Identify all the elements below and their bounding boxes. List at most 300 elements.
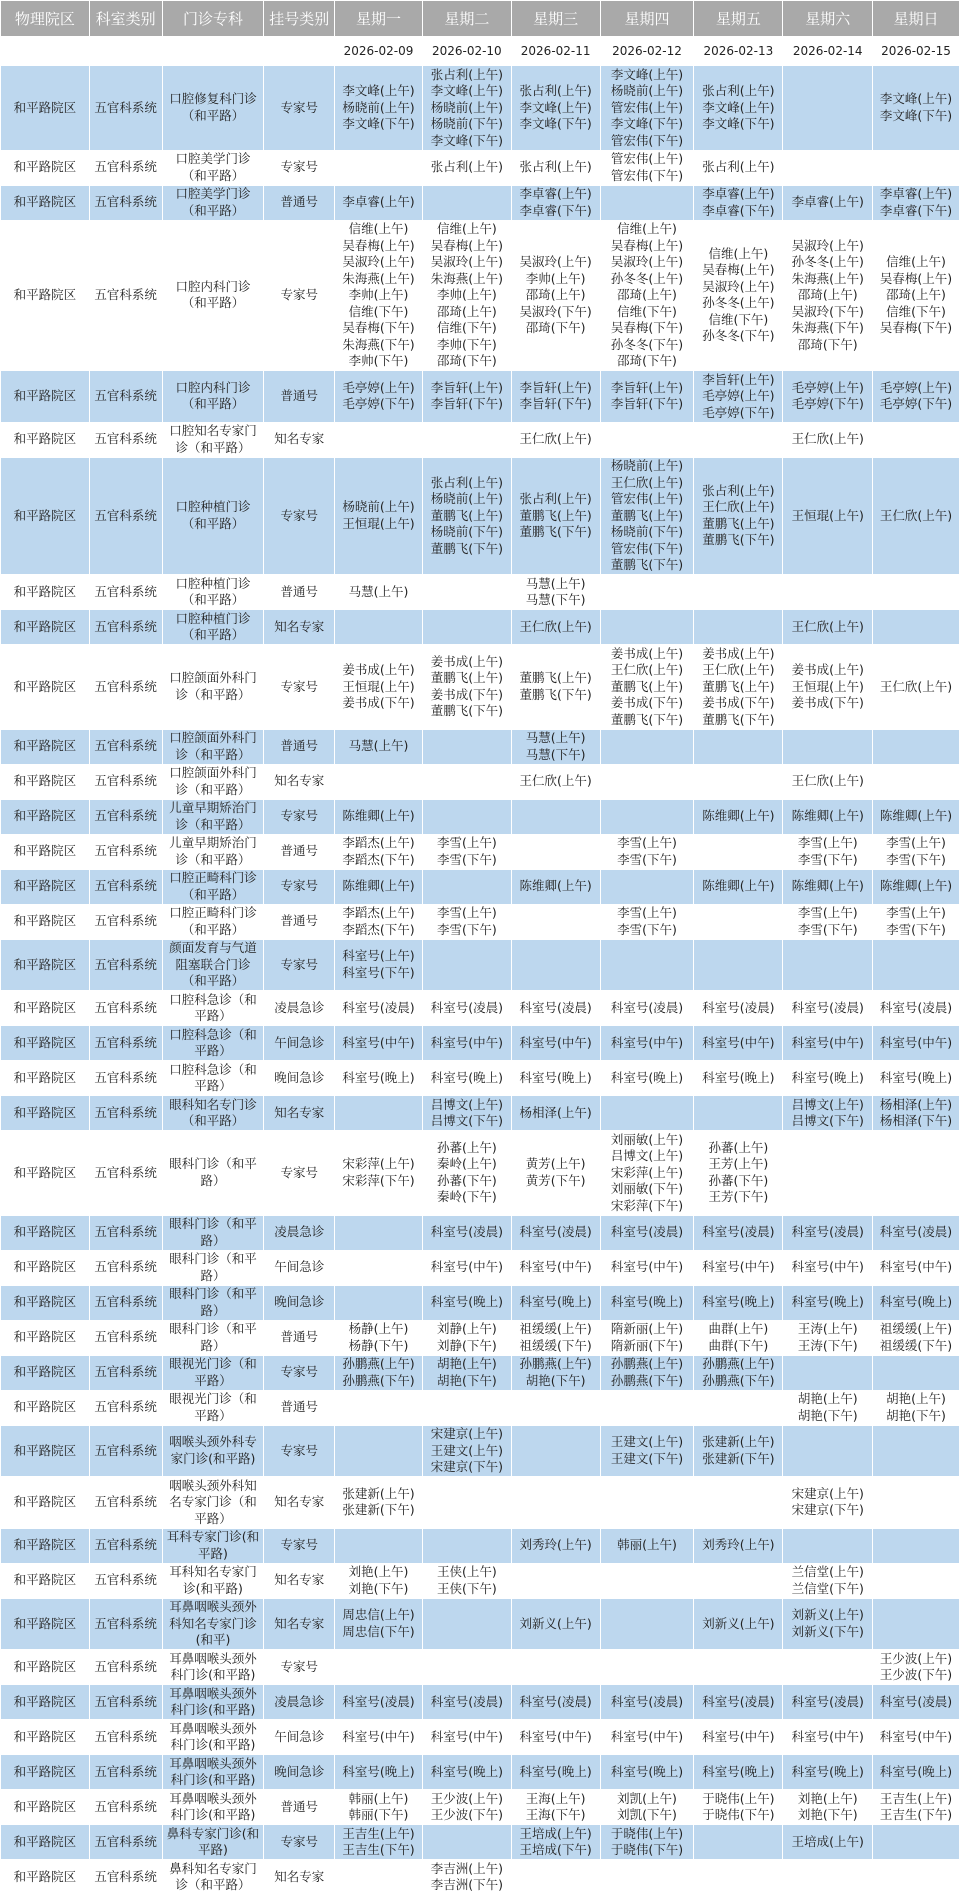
clinic-name-line: 科门诊(和平路) xyxy=(170,1667,256,1682)
doctor-entry: 科室号(晚上) xyxy=(342,1763,415,1779)
doctor-entry: 李蹈杰(上午) xyxy=(342,835,415,850)
day-cell-wednesday xyxy=(511,1528,600,1563)
doctor-entry: 胡艳(下午) xyxy=(886,1407,946,1423)
doctor-entry: 管宏伟(下午) xyxy=(610,132,684,148)
doctor-entry: 信维(下午) xyxy=(436,320,497,335)
date-thursday: 2026-02-12 xyxy=(600,37,694,66)
doctor-entry: 李旨轩(上午) xyxy=(702,371,775,387)
doctor-entry: 王仁欣(上午) xyxy=(791,773,864,789)
category-cell: 五官科系统 xyxy=(89,1860,162,1895)
day-cell-thursday xyxy=(600,991,694,1026)
doctor-entry: 邵琦(上午) xyxy=(525,287,586,302)
day-cell-tuesday xyxy=(422,904,511,939)
doctor-entry: 王仁欣(上午) xyxy=(610,474,684,490)
doctor-entry: 李卓睿(下午) xyxy=(702,202,775,218)
day-cell-wednesday xyxy=(511,1131,600,1216)
clinic-name-line: （和平路） xyxy=(181,396,245,412)
clinic-name-line: 诊（和平路） xyxy=(175,439,251,455)
doctor-entry: 董鹏飞(上午) xyxy=(610,678,684,694)
doctor-entry: 董鹏飞(上午) xyxy=(610,507,684,523)
doctor-entry: 王培成(上午) xyxy=(519,1825,592,1841)
day-cell-tuesday xyxy=(422,1425,511,1477)
doctor-entry: 韩丽(上午) xyxy=(348,1790,409,1806)
day-cell-sunday xyxy=(873,1026,960,1061)
day-cell-thursday xyxy=(600,457,694,575)
clinic-name-line: （和平路） xyxy=(181,627,245,642)
day-cell-sunday xyxy=(873,1285,960,1320)
header-clinic: 门诊专科 xyxy=(162,1,264,37)
schedule-row xyxy=(1,185,960,220)
doctor-entry: 邵琦(下午) xyxy=(525,320,586,335)
doctor-entry: 李雪(上午) xyxy=(886,905,946,920)
doctor-entry: 兰信堂(下午) xyxy=(791,1580,864,1596)
regtype-cell: 专家号 xyxy=(264,799,335,834)
day-cell-sunday xyxy=(873,1598,960,1650)
doctor-entry: 李文峰(下午) xyxy=(879,107,953,123)
schedule-row xyxy=(1,991,960,1026)
day-cell-thursday xyxy=(600,799,694,834)
schedule-row xyxy=(1,1096,960,1131)
doctor-entry: 李旨轩(下午) xyxy=(430,396,503,412)
day-cell-wednesday xyxy=(511,869,600,904)
clinic-cell xyxy=(162,66,264,151)
day-cell-friday xyxy=(694,371,783,423)
doctor-entry: 杨晓前(下午) xyxy=(610,524,684,539)
day-cell-saturday xyxy=(783,799,873,834)
day-cell-thursday xyxy=(600,1528,694,1563)
day-cell-friday xyxy=(694,422,783,457)
doctor-entry: 科室号(晚上) xyxy=(342,1069,415,1085)
doctor-entry: 李旨轩(上午) xyxy=(610,379,684,395)
day-cell-wednesday xyxy=(511,610,600,645)
doctor-entry: 李雪(下午) xyxy=(617,851,677,867)
clinic-name-line: 鼻科知名专家门 xyxy=(169,1860,257,1876)
day-cell-saturday xyxy=(783,991,873,1026)
doctor-entry: 科室号(中午) xyxy=(702,1034,775,1050)
doctor-entry: 李文峰(上午) xyxy=(702,99,775,115)
day-cell-thursday xyxy=(600,1720,694,1755)
campus-cell: 和平路院区 xyxy=(1,1598,90,1650)
doctor-entry: 科室号(中午) xyxy=(430,1728,503,1744)
doctor-entry: 朱海燕(上午) xyxy=(342,270,415,286)
campus-cell: 和平路院区 xyxy=(1,1320,90,1355)
day-cell-tuesday xyxy=(422,729,511,764)
day-cell-wednesday xyxy=(511,1355,600,1390)
doctor-entry: 科室号(凌晨) xyxy=(879,1224,953,1240)
clinic-cell xyxy=(162,1390,264,1425)
schedule-row xyxy=(1,1755,960,1790)
doctor-entry: 科室号(晚上) xyxy=(519,1763,592,1779)
doctor-entry: 王少波(上午) xyxy=(879,1650,953,1666)
clinic-name-line: （和平路） xyxy=(181,973,245,988)
clinic-name-line: 口腔内科门诊 xyxy=(175,379,251,395)
clinic-name-line: 诊（和平路） xyxy=(175,816,251,832)
category-cell: 五官科系统 xyxy=(89,457,162,575)
clinic-name-line: 阻塞联合门诊 xyxy=(175,956,251,972)
clinic-name-line: 家门诊(和平路) xyxy=(170,1450,256,1466)
doctor-entry: 吴春梅(下午) xyxy=(610,320,684,335)
campus-cell: 和平路院区 xyxy=(1,869,90,904)
doctor-entry: 吴淑玲(上午) xyxy=(610,254,684,269)
doctor-entry: 陈维卿(上午) xyxy=(879,878,953,894)
doctor-entry: 兰信堂(上午) xyxy=(791,1564,864,1579)
doctor-entry: 科室号(凌晨) xyxy=(879,1693,953,1709)
doctor-entry: 刘秀玲(上午) xyxy=(519,1537,592,1553)
regtype-cell: 专家号 xyxy=(264,1528,335,1563)
day-cell-wednesday xyxy=(511,1320,600,1355)
header-category: 科室类别 xyxy=(89,1,162,37)
clinic-cell xyxy=(162,220,264,371)
day-cell-saturday xyxy=(783,1355,873,1390)
clinic-cell xyxy=(162,1685,264,1720)
campus-cell: 和平路院区 xyxy=(1,1685,90,1720)
doctor-entry: 管宏伟(下午) xyxy=(610,540,684,556)
doctor-entry: 李文峰(上午) xyxy=(519,99,592,115)
campus-cell: 和平路院区 xyxy=(1,1355,90,1390)
clinic-name-line: 耳鼻咽喉头颈外 xyxy=(169,1755,257,1771)
doctor-entry: 刘凯(下午) xyxy=(617,1807,677,1822)
campus-cell: 和平路院区 xyxy=(1,1250,90,1285)
clinic-name-line: 诊（和平路） xyxy=(175,781,251,797)
clinic-name-line: 眼科门诊（和平 xyxy=(169,1216,257,1231)
doctor-entry: 胡艳(上午) xyxy=(797,1391,858,1406)
clinic-cell xyxy=(162,457,264,575)
day-cell-monday xyxy=(335,610,423,645)
doctor-entry: 朱海燕(下午) xyxy=(342,336,415,352)
day-cell-tuesday xyxy=(422,1790,511,1825)
doctor-entry: 科室号(中午) xyxy=(610,1728,684,1744)
day-cell-sunday xyxy=(873,1320,960,1355)
doctor-entry: 宋建京(下午) xyxy=(430,1459,503,1474)
day-cell-thursday xyxy=(600,764,694,799)
day-cell-sunday xyxy=(873,1755,960,1790)
day-cell-friday xyxy=(694,1477,783,1529)
campus-cell: 和平路院区 xyxy=(1,1061,90,1096)
regtype-cell: 知名专家 xyxy=(264,1563,335,1598)
regtype-cell: 普通号 xyxy=(264,185,335,220)
campus-cell: 和平路院区 xyxy=(1,185,90,220)
doctor-entry: 科室号(中午) xyxy=(879,1728,953,1744)
category-cell: 五官科系统 xyxy=(89,1285,162,1320)
doctor-entry: 邵琦(上午) xyxy=(797,287,858,302)
doctor-entry: 胡艳(上午) xyxy=(436,1356,497,1371)
clinic-name-line: 口腔颌面外科门 xyxy=(169,765,257,780)
day-cell-wednesday xyxy=(511,1425,600,1477)
doctor-entry: 吴春梅(上午) xyxy=(702,262,775,278)
date-cell xyxy=(162,37,264,66)
day-cell-thursday xyxy=(600,1390,694,1425)
doctor-entry: 姜书成(下午) xyxy=(430,686,503,702)
doctor-entry: 孙鹏燕(上午) xyxy=(342,1356,415,1371)
day-cell-friday xyxy=(694,1425,783,1477)
day-cell-sunday xyxy=(873,764,960,799)
clinic-cell xyxy=(162,575,264,610)
day-cell-wednesday xyxy=(511,575,600,610)
header-sunday: 星期日 xyxy=(873,1,960,37)
day-cell-tuesday xyxy=(422,1685,511,1720)
doctor-entry: 王吉生(上午) xyxy=(879,1790,953,1806)
doctor-entry: 王涛(上午) xyxy=(797,1321,858,1336)
doctor-entry: 董鹏飞(下午) xyxy=(430,703,503,719)
day-cell-wednesday xyxy=(511,422,600,457)
clinic-cell xyxy=(162,904,264,939)
day-cell-tuesday xyxy=(422,799,511,834)
day-cell-thursday xyxy=(600,939,694,991)
clinic-name-line: 眼科门诊（和平 xyxy=(169,1156,257,1172)
doctor-entry: 王仁欣(上午) xyxy=(702,499,775,515)
doctor-entry: 科室号(凌晨) xyxy=(342,1693,415,1709)
regtype-cell: 晚间急诊 xyxy=(264,1285,335,1320)
day-cell-thursday xyxy=(600,1061,694,1096)
day-cell-saturday xyxy=(783,1390,873,1425)
day-cell-sunday xyxy=(873,185,960,220)
doctor-entry: 宋建京(下午) xyxy=(791,1502,864,1518)
day-cell-tuesday xyxy=(422,185,511,220)
clinic-cell xyxy=(162,1825,264,1860)
doctor-entry: 刘新义(上午) xyxy=(702,1615,775,1631)
doctor-entry: 毛亭婷(下午) xyxy=(791,396,864,412)
day-cell-friday xyxy=(694,645,783,730)
day-cell-thursday xyxy=(600,1790,694,1825)
campus-cell: 和平路院区 xyxy=(1,1650,90,1685)
day-cell-monday xyxy=(335,764,423,799)
doctor-entry: 科室号(晚上) xyxy=(519,1069,592,1085)
day-cell-tuesday xyxy=(422,1131,511,1216)
day-cell-tuesday xyxy=(422,834,511,869)
doctor-entry: 张占利(上午) xyxy=(519,83,592,98)
day-cell-wednesday xyxy=(511,1650,600,1685)
doctor-entry: 李卓睿(上午) xyxy=(342,194,415,210)
campus-cell: 和平路院区 xyxy=(1,1860,90,1895)
doctor-entry: 邵琦(下午) xyxy=(617,353,677,368)
regtype-cell: 普通号 xyxy=(264,575,335,610)
day-cell-wednesday xyxy=(511,1096,600,1131)
clinic-name-line: 儿童早期矫治门 xyxy=(169,835,257,850)
day-cell-saturday xyxy=(783,1477,873,1529)
doctor-entry: 科室号(凌晨) xyxy=(702,1224,775,1240)
day-cell-wednesday xyxy=(511,764,600,799)
day-cell-monday xyxy=(335,799,423,834)
clinic-cell xyxy=(162,1598,264,1650)
day-cell-wednesday xyxy=(511,1061,600,1096)
day-cell-saturday xyxy=(783,220,873,371)
schedule-row xyxy=(1,1390,960,1425)
day-cell-tuesday xyxy=(422,1320,511,1355)
doctor-entry: 李文峰(上午) xyxy=(610,66,684,82)
category-cell: 五官科系统 xyxy=(89,610,162,645)
schedule-row xyxy=(1,1685,960,1720)
day-cell-saturday xyxy=(783,610,873,645)
doctor-entry: 科室号(晚上) xyxy=(791,1763,864,1779)
doctor-entry: 胡艳(下午) xyxy=(797,1407,858,1423)
day-cell-monday xyxy=(335,1096,423,1131)
doctor-entry: 管宏伟(上午) xyxy=(610,151,684,166)
regtype-cell: 知名专家 xyxy=(264,1598,335,1650)
doctor-entry: 吴淑玲(上午) xyxy=(430,254,503,269)
day-cell-tuesday xyxy=(422,764,511,799)
doctor-entry: 姜书成(下午) xyxy=(791,695,864,710)
doctor-entry: 董鹏飞(上午) xyxy=(430,670,503,686)
day-cell-tuesday xyxy=(422,1477,511,1529)
regtype-cell: 午间急诊 xyxy=(264,1250,335,1285)
doctor-entry: 科室号(中午) xyxy=(702,1259,775,1275)
clinic-name-line: 口腔颌面外科门 xyxy=(169,730,257,745)
day-cell-sunday xyxy=(873,220,960,371)
category-cell: 五官科系统 xyxy=(89,834,162,869)
doctor-entry: 陈维卿(上午) xyxy=(879,808,953,824)
day-cell-sunday xyxy=(873,645,960,730)
day-cell-friday xyxy=(694,1355,783,1390)
day-cell-friday xyxy=(694,1250,783,1285)
date-cell xyxy=(1,37,90,66)
regtype-cell: 专家号 xyxy=(264,869,335,904)
clinic-name-line: 口腔知名专家门 xyxy=(169,423,257,438)
day-cell-tuesday xyxy=(422,422,511,457)
doctor-entry: 李帅(下午) xyxy=(436,336,497,352)
doctor-entry: 杨晓前(上午) xyxy=(342,499,415,515)
clinic-name-line: 口腔颌面外科门 xyxy=(169,670,257,686)
doctor-entry: 马慧(上午) xyxy=(525,575,586,591)
doctor-entry: 刘艳(下午) xyxy=(348,1580,409,1596)
doctor-entry: 李雪(下午) xyxy=(436,921,497,937)
doctor-entry: 信维(上午) xyxy=(617,221,677,236)
doctor-entry: 李旨轩(下午) xyxy=(610,396,684,412)
doctor-entry: 科室号(中午) xyxy=(791,1728,864,1744)
date-sunday: 2026-02-15 xyxy=(873,37,960,66)
clinic-name-line: 诊（和平路） xyxy=(175,686,251,702)
clinic-name-line: 平路) xyxy=(198,1842,228,1857)
day-cell-monday xyxy=(335,1250,423,1285)
doctor-entry: 刘静(下午) xyxy=(436,1337,497,1353)
clinic-name-line: (和平) xyxy=(195,1632,231,1647)
day-cell-thursday xyxy=(600,1825,694,1860)
doctor-entry: 王海(下午) xyxy=(525,1807,586,1822)
doctor-entry: 李文峰(下午) xyxy=(702,116,775,131)
doctor-entry: 李雪(上午) xyxy=(436,835,497,850)
day-cell-monday xyxy=(335,575,423,610)
doctor-entry: 孙鹏燕(下午) xyxy=(702,1372,775,1388)
category-cell: 五官科系统 xyxy=(89,185,162,220)
day-cell-friday xyxy=(694,1320,783,1355)
campus-cell: 和平路院区 xyxy=(1,422,90,457)
doctor-entry: 宋建京(上午) xyxy=(430,1426,503,1441)
doctor-entry: 科室号(凌晨) xyxy=(430,1224,503,1240)
day-cell-sunday xyxy=(873,1131,960,1216)
clinic-name-line: 眼科知名专门诊 xyxy=(169,1096,257,1112)
day-cell-monday xyxy=(335,834,423,869)
doctor-entry: 毛亭婷(下午) xyxy=(879,396,953,412)
doctor-entry: 董鹏飞(上午) xyxy=(519,670,592,686)
doctor-entry: 刘丽敏(下午) xyxy=(610,1181,684,1196)
clinic-name-line: 名专家门诊（和 xyxy=(169,1494,257,1509)
campus-cell: 和平路院区 xyxy=(1,66,90,151)
doctor-entry: 祖缓缓(上午) xyxy=(519,1321,592,1336)
doctor-entry: 刘新义(下午) xyxy=(791,1623,864,1639)
doctor-entry: 王仁欣(上午) xyxy=(791,618,864,634)
clinic-name-line: 科知名专家门诊 xyxy=(169,1615,257,1631)
clinic-name-line: 诊（和平路） xyxy=(175,851,251,867)
day-cell-monday xyxy=(335,1685,423,1720)
day-cell-friday xyxy=(694,991,783,1026)
clinic-name-line: 平路） xyxy=(194,1372,232,1388)
doctor-entry: 宋彩萍(上午) xyxy=(342,1156,415,1172)
clinic-name-line: 路） xyxy=(200,1267,226,1283)
category-cell: 五官科系统 xyxy=(89,1215,162,1250)
campus-cell: 和平路院区 xyxy=(1,1755,90,1790)
day-cell-saturday xyxy=(783,1790,873,1825)
day-cell-friday xyxy=(694,764,783,799)
campus-cell: 和平路院区 xyxy=(1,1720,90,1755)
day-cell-tuesday xyxy=(422,1650,511,1685)
doctor-entry: 孙冬冬(下午) xyxy=(610,336,684,352)
doctor-entry: 姜书成(下午) xyxy=(342,695,415,710)
clinic-name-line: 耳科专家门诊(和 xyxy=(166,1529,260,1544)
doctor-entry: 杨相泽(上午) xyxy=(879,1096,953,1112)
clinic-name-line: 眼科门诊（和平 xyxy=(169,1286,257,1301)
doctor-entry: 董鹏飞(上午) xyxy=(430,507,503,523)
category-cell: 五官科系统 xyxy=(89,1250,162,1285)
doctor-entry: 陈维卿(上午) xyxy=(791,808,864,824)
doctor-entry: 李雪(上午) xyxy=(886,835,946,850)
day-cell-thursday xyxy=(600,645,694,730)
day-cell-monday xyxy=(335,1598,423,1650)
doctor-entry: 孙蕃(下午) xyxy=(708,1172,769,1188)
campus-cell: 和平路院区 xyxy=(1,764,90,799)
category-cell: 五官科系统 xyxy=(89,1355,162,1390)
doctor-entry: 李文峰(下午) xyxy=(610,116,684,131)
day-cell-wednesday xyxy=(511,1285,600,1320)
doctor-entry: 邵琦(上午) xyxy=(886,287,946,302)
doctor-entry: 信维(下午) xyxy=(708,311,769,327)
doctor-entry: 科室号(晚上) xyxy=(430,1294,503,1310)
campus-cell: 和平路院区 xyxy=(1,610,90,645)
schedule-row xyxy=(1,1285,960,1320)
doctor-entry: 张建新(下午) xyxy=(342,1502,415,1518)
day-cell-monday xyxy=(335,1320,423,1355)
doctor-entry: 孙鹏燕(上午) xyxy=(702,1356,775,1371)
day-cell-thursday xyxy=(600,575,694,610)
category-cell: 五官科系统 xyxy=(89,66,162,151)
doctor-entry: 科室号(晚上) xyxy=(791,1069,864,1085)
day-cell-wednesday xyxy=(511,457,600,575)
doctor-entry: 科室号(凌晨) xyxy=(430,1693,503,1709)
doctor-entry: 李旨轩(下午) xyxy=(519,396,592,412)
day-cell-saturday xyxy=(783,1755,873,1790)
day-cell-thursday xyxy=(600,185,694,220)
regtype-cell: 晚间急诊 xyxy=(264,1061,335,1096)
day-cell-saturday xyxy=(783,1131,873,1216)
clinic-name-line: （和平路） xyxy=(181,592,245,607)
doctor-entry: 科室号(上午) xyxy=(342,948,415,964)
day-cell-thursday xyxy=(600,1563,694,1598)
header-friday: 星期五 xyxy=(694,1,783,37)
day-cell-wednesday xyxy=(511,66,600,151)
clinic-cell xyxy=(162,185,264,220)
doctor-entry: 孙鹏燕(上午) xyxy=(519,1356,592,1371)
clinic-cell xyxy=(162,1320,264,1355)
doctor-entry: 邵琦(上午) xyxy=(617,287,677,302)
doctor-entry: 秦岭(下午) xyxy=(436,1189,497,1205)
day-cell-friday xyxy=(694,1528,783,1563)
date-monday: 2026-02-09 xyxy=(335,37,423,66)
doctor-entry: 隋新丽(上午) xyxy=(610,1321,684,1336)
doctor-entry: 王芳(上午) xyxy=(708,1156,769,1172)
day-cell-sunday xyxy=(873,1425,960,1477)
header-saturday: 星期六 xyxy=(783,1,873,37)
doctor-entry: 王涛(下午) xyxy=(797,1337,858,1353)
day-cell-saturday xyxy=(783,834,873,869)
day-cell-saturday xyxy=(783,1285,873,1320)
